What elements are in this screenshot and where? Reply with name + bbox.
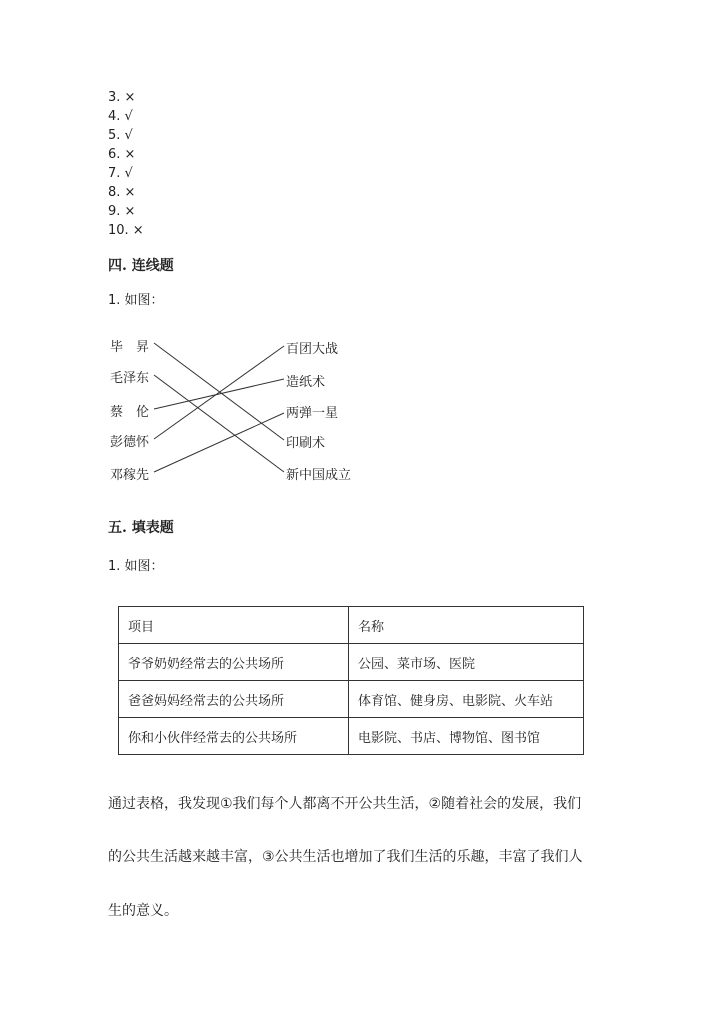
left-item: 毕 昇 [110,340,150,355]
question-label: 1. 如图： [108,293,164,308]
header-cell: 项目 [119,607,349,644]
match-line [154,413,284,472]
header-cell: 名称 [349,607,584,644]
table-cell: 你和小伙伴经常去的公共场所 [119,718,349,755]
answer-item: 6. × [108,147,136,162]
answer-item: 4. √ [108,109,133,124]
answer-item: 8. × [108,185,136,200]
left-item: 蔡 伦 [110,405,150,420]
places-table [118,606,584,755]
table-cell: 公园、菜市场、医院 [349,644,584,681]
table-row [119,718,584,755]
paragraph-line: 的公共生活越来越丰富，③公共生活也增加了我们生活的乐趣，丰富了我们人 [108,849,583,865]
section-heading: 五. 填表题 [108,520,174,536]
table-header-row [119,607,584,644]
left-item: 彭德怀 [110,435,150,450]
table-cell: 爷爷奶奶经常去的公共场所 [119,644,349,681]
left-item: 邓稼先 [110,468,150,483]
answer-item: 3. × [108,90,136,105]
paragraph-line: 通过表格，我发现①我们每个人都离不开公共生活，②随着社会的发展，我们 [108,796,582,812]
table-cell: 爸爸妈妈经常去的公共场所 [119,681,349,718]
table-row [119,681,584,718]
table-cell: 体育馆、健身房、电影院、火车站 [349,681,584,718]
table-row [119,644,584,681]
match-line [154,375,284,472]
answer-item: 5. √ [108,128,133,143]
answer-item: 7. √ [108,166,133,181]
right-item: 两弹一星 [286,406,339,421]
question-label: 1. 如图： [108,559,164,574]
section-heading: 四. 连线题 [108,258,174,274]
answer-item: 9. × [108,204,136,219]
match-line [154,379,284,409]
left-item: 毛泽东 [110,371,150,386]
right-item: 百团大战 [286,342,339,357]
table-cell: 电影院、书店、博物馆、图书馆 [349,718,584,755]
right-item: 新中国成立 [286,468,352,483]
answer-item: 10. × [108,223,144,238]
right-item: 印刷术 [286,436,326,451]
paragraph-line: 生的意义。 [108,903,178,919]
right-item: 造纸术 [286,375,326,390]
